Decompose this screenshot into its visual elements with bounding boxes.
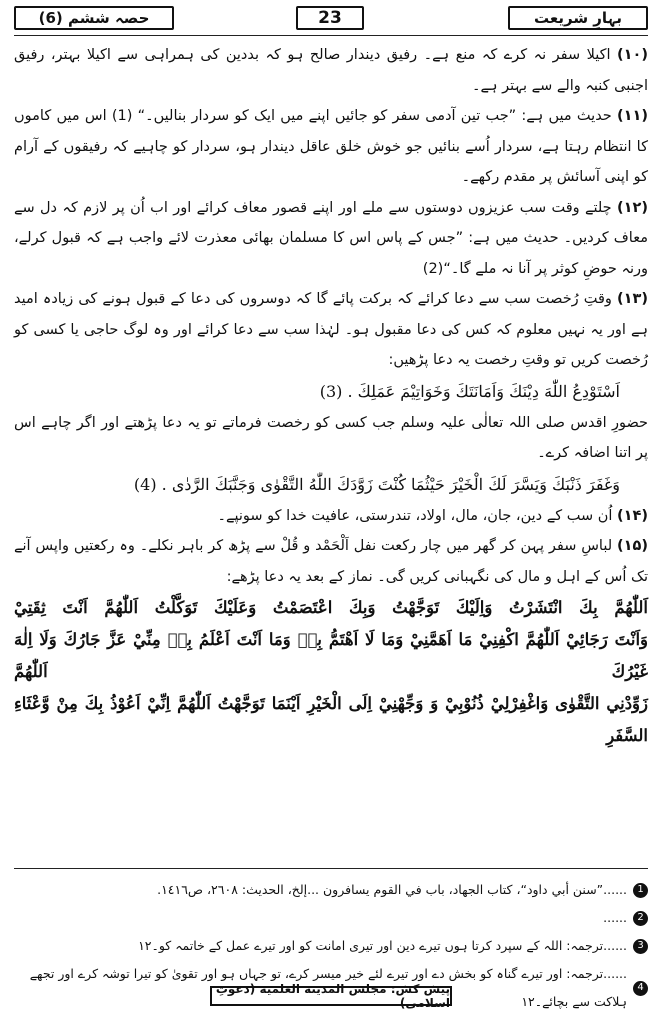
footnote-number: 2 bbox=[633, 911, 648, 926]
footnote bbox=[14, 876, 648, 904]
footnote-number: 1 bbox=[633, 883, 648, 898]
dua-travel-line-3: زَوِّدْنِي التَّقْوٰى وَاغْفِرْلِيْ ذُنُوْبِيْ وَ وَجِّهْنِيْ اِلَى الْخَيْرِ اَيْنَمَا تَوَجَّهْتُ اَللّٰهُمَّ اِنِّيْ اَعُوْذُ بِكَ مِنْ وَّعْثَاءِ السَّفَرِ bbox=[14, 694, 648, 745]
dua-addition: وَغَفَرَ ذَنْبَكَ وَيَسَّرَ لَكَ الْخَيْرَ حَيْثُمَا كُنْتَ زَوَّدَكَ اللّٰهُ التَّقْوٰى وَجَنَّبَكَ الرَّدٰى . (4) bbox=[133, 474, 620, 494]
footnote-rule bbox=[14, 868, 648, 869]
footnote-text: ...... bbox=[603, 910, 627, 925]
footnote-text: ......ترجمہ: اور تیرے گناہ کو بخش دے اور تیرے لئے خیر میسر کرے، تو جہاں ہو اور تقویٰ کو تیرا توشہ کرے اور تجھے ہلاکت سے بچائے۔۱۲ bbox=[29, 966, 627, 1009]
paragraph-15: (۱۵) لباسِ سفر پہن کر گھر میں چار رکعت نفل اَلْحَمْد و قُلْ سے پڑھ کر باہر نکلے۔ وہ رکعتیں واپس آنے تک اُس کے اہل و مال کی نگہبانی کریں گی۔ نماز کے بعد یہ دعا پڑھے: bbox=[14, 538, 648, 585]
paragraph-10: (۱۰) اکیلا سفر نہ کرے کہ منع ہے۔ رفیق دیندار صالح ہو کہ بددین کی ہمراہی سے اکیلا بہتر، رفیق اجنبی کنبہ والے سے بہتر ہے۔ bbox=[14, 47, 648, 94]
footnote-text: ......”سنن أبي داود“، كتاب الجهاد، باب في القوم يسافرون ...إلخ، الحديث: ٢٦٠٨، ص١٤١٦. bbox=[157, 882, 627, 897]
main-text bbox=[14, 40, 648, 752]
paragraph-11: (۱۱) حدیث میں ہے: ”جب تین آدمی سفر کو جائیں اپنے میں ایک کو سردار بنالیں۔“ (1) اس میں کاموں کا انتظام رہتا ہے، سردار اُسے بنائیں جو خوش خلق عاقل دیندار ہو، سردار کو چاہیے کہ رفیقوں کے آرام کو اپنی آسائش پر مقدم رکھے۔ bbox=[14, 108, 648, 185]
footnote-number: 4 bbox=[633, 981, 648, 996]
page-number: 23 bbox=[296, 6, 364, 30]
book-title: بہارِ شریعت bbox=[508, 6, 648, 30]
paragraph-14: (۱۴) اُن سب کے دین، جان، مال، اولاد، تندرستی، عافیت خدا کو سونپے۔ bbox=[217, 507, 648, 524]
footnote bbox=[14, 932, 648, 960]
publisher-footer: پیش کش: مجلس المدينة العلمية (دعوتِ اسلامی) bbox=[210, 986, 452, 1006]
footnote-text: ......ترجمہ: اللہ کے سپرد کرتا ہوں تیرے دین اور تیری امانت کو اور تیرے عمل کے خاتمہ کو۔۱۲ bbox=[138, 938, 627, 953]
section-label: حصہ ششم (6) bbox=[14, 6, 174, 30]
footnote-number: 3 bbox=[633, 939, 648, 954]
dua-travel-line-1: اَللّٰهُمَّ بِكَ انْتَشَرْتُ وَاِلَيْكَ تَوَجَّهْتُ وَبِكَ اعْتَصَمْتُ وَعَلَيْكَ تَوَكَّلْتُ اَللّٰهُمَّ اَنْتَ ثِقَتِيْ bbox=[14, 598, 648, 617]
footnote bbox=[14, 904, 648, 932]
prophet-practice-note: حضورِ اقدس صلی اللہ تعالٰی علیہ وسلم جب کسی کو رخصت فرماتے تو یہ دعا پڑھتے اور اگر چاہے اس پر اتنا اضافہ کرے۔ bbox=[14, 414, 648, 461]
paragraph-13: (۱۳) وقتِ رُخصت سب سے دعا کرائے کہ برکت پائے گا کہ دوسروں کی دعا کے قبول ہونے کی زیادہ امید ہے اور یہ نہیں معلوم کہ کس کی دعا مقبول ہو۔ لہٰذا سب سے دعا کرائے اور وہ لوگ حاجی یا کسی کو رُخصت کریں تو وقتِ رخصت یہ دعا پڑھیں: bbox=[14, 291, 648, 368]
paragraph-12: (۱۲) چلتے وقت سب عزیزوں دوستوں سے ملے اور اپنے قصور معاف کرائے اور اب اُن پر لازم کہ دل سے معاف کردیں۔ حدیث میں ہے: ”جس کے پاس اس کا مسلمان بھائی معذرت لائے واجب ہے کہ قبول کرلے، ورنہ حوضِ کوثر پر آنا نہ ملے گا۔“(2) bbox=[14, 199, 649, 277]
dua-travel-line-2: وَاَنْتَ رَجَائِيْ اَللّٰهُمَّ اكْفِنِيْ مَا اَهَمَّنِيْ وَمَا لَا اَهْتَمُّ بِهٖ وَمَا اَنْتَ اَعْلَمُ بِهٖ مِنِّيْ عَزَّ جَارُكَ وَلَا اِلٰهَ غَيْرُكَ اَللّٰهُمَّ bbox=[14, 630, 648, 681]
dua-farewell: اَسْتَوْدِعُ اللّٰهَ دِيْنَكَ وَاَمَانَتَكَ وَخَوَاتِيْمَ عَمَلِكَ . (3) bbox=[319, 381, 620, 401]
header-rule bbox=[14, 35, 648, 36]
